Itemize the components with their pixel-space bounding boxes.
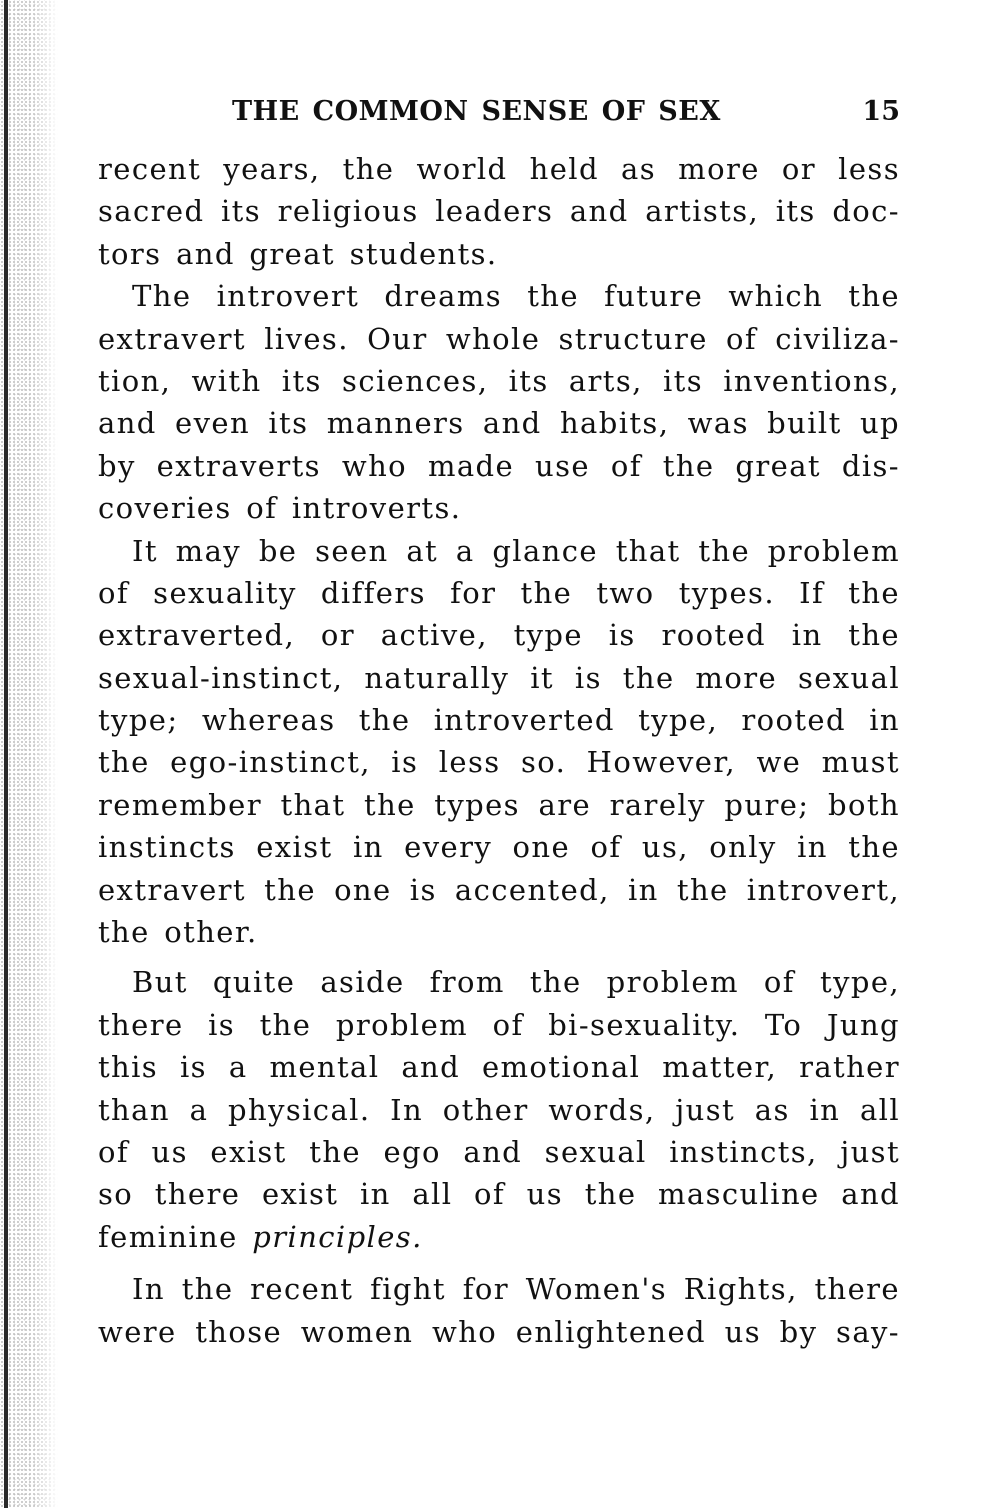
- paragraph: [98, 530, 900, 954]
- text-line: But quite aside from the problem of type,: [132, 965, 900, 1000]
- running-header: [98, 96, 900, 142]
- text-line: tors and great students.: [98, 236, 498, 271]
- paragraph-spacer: [98, 1258, 900, 1268]
- text-line: there is the problem of bi-sexuality. To Jung: [98, 1007, 900, 1042]
- text-line: extravert lives. Our whole structure of civiliza-: [98, 321, 900, 356]
- text-line: The introvert dreams the future which the: [132, 279, 900, 314]
- text-line: of us exist the ego and sexual instincts, just: [98, 1134, 900, 1169]
- text-line: extraverted, or active, type is rooted in the: [98, 618, 900, 653]
- text-line: were those women who enlightened us by say-: [98, 1314, 900, 1349]
- body-text: [98, 148, 900, 1353]
- text-line: tion, with its sciences, its arts, its inventions,: [98, 363, 900, 398]
- text-line: In the recent fight for Women's Rights, there: [132, 1272, 900, 1307]
- paragraph-spacer: [98, 953, 900, 961]
- running-title: THE COMMON SENSE OF SEX: [232, 96, 721, 127]
- text-line: coveries of introverts.: [98, 491, 462, 526]
- paragraph: [98, 1268, 900, 1353]
- text-line: sexual-instinct, naturally it is the more sexual: [98, 660, 900, 695]
- binding-edge: [4, 0, 8, 1508]
- text-line: than a physical. In other words, just as in all: [98, 1092, 900, 1127]
- text-line-plain: feminine: [98, 1219, 238, 1254]
- text-line: the other.: [98, 915, 258, 950]
- text-line: instincts exist in every one of us, only in the: [98, 830, 900, 865]
- paragraph: [98, 148, 900, 275]
- text-line: of sexuality differs for the two types. If the: [98, 575, 900, 610]
- text-line: It may be seen at a glance that the problem: [132, 533, 900, 568]
- page-gutter-shading: [0, 0, 58, 1508]
- text-line: type; whereas the introverted type, rooted in: [98, 703, 900, 738]
- paragraph: [98, 275, 900, 529]
- italic-word: principles.: [252, 1219, 423, 1254]
- text-line: and even its manners and habits, was built up: [98, 406, 900, 441]
- text-line: by extraverts who made use of the great dis-: [98, 448, 900, 483]
- text-line: extravert the one is accented, in the introvert,: [98, 872, 900, 907]
- text-line: the ego-instinct, is less so. However, we must: [98, 745, 900, 780]
- text-line: this is a mental and emotional matter, rather: [98, 1050, 900, 1085]
- text-line: recent years, the world held as more or less: [98, 152, 900, 186]
- text-line: [98, 1216, 900, 1258]
- text-line: so there exist in all of us the masculine and: [98, 1177, 900, 1212]
- paragraph: [98, 961, 900, 1258]
- page-number: 15: [862, 96, 900, 127]
- text-line: sacred its religious leaders and artists, its doc-: [98, 194, 900, 229]
- text-line: remember that the types are rarely pure; both: [98, 787, 900, 822]
